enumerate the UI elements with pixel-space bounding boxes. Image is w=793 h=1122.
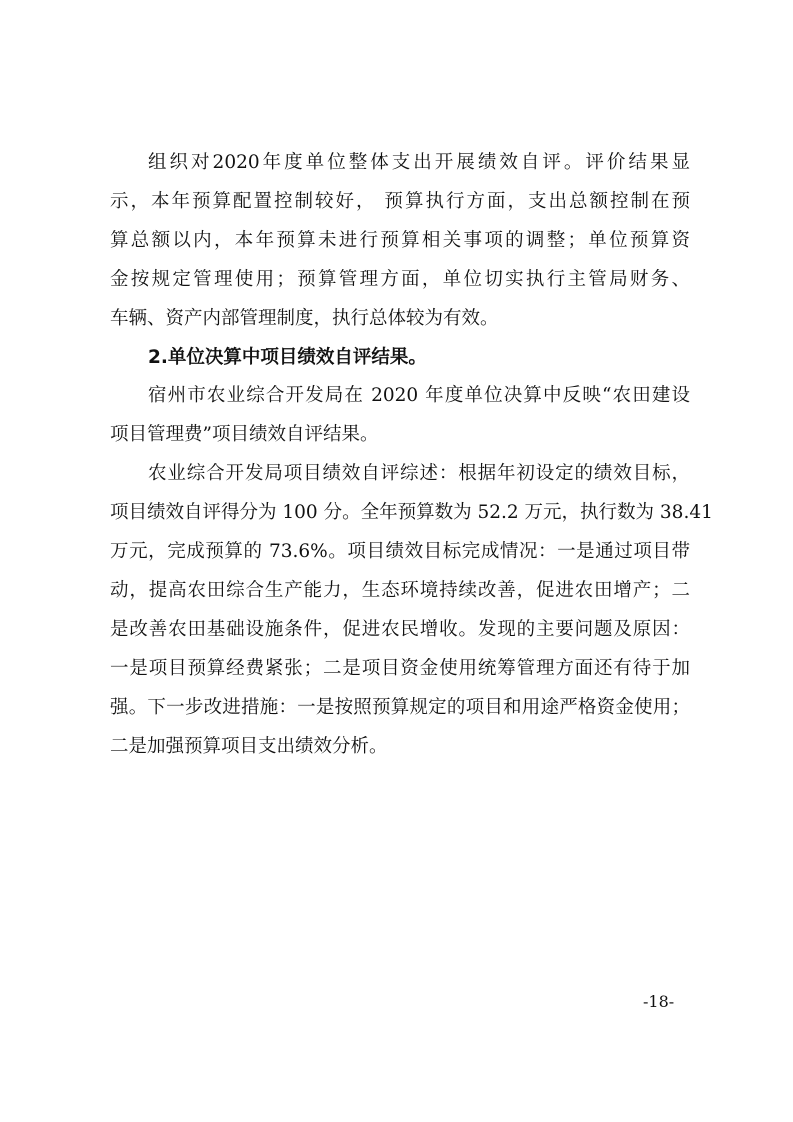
paragraph3-line-5: 是改善农田基础设施条件，促进农民增收。发现的主要问题及原因： — [110, 619, 690, 640]
paragraph3-line-8: 二是加强预算项目支出绩效分析。 — [110, 736, 388, 757]
paragraph1-line-5: 车辆、资产内部管理制度，执行总体较为有效。 — [110, 308, 499, 329]
paragraph2-line-2: 项目管理费”项目绩效自评结果。 — [110, 424, 379, 445]
paragraph1-line-4: 金按规定管理使用；预算管理方面，单位切实执行主管局财务、 — [110, 269, 690, 290]
paragraph1-line-2: 示，本年预算配置控制较好， 预算执行方面，支出总额控制在预 — [110, 191, 690, 212]
paragraph1-line-1: 组织对2020年度单位整体支出开展绩效自评。评价结果显 — [148, 152, 690, 173]
paragraph3-line-7: 强。下一步改进措施：一是按照预算规定的项目和用途严格资金使用； — [110, 697, 690, 718]
paragraph3-line-3: 万元，完成预算的 73.6%。项目绩效目标完成情况：一是通过项目带 — [110, 541, 690, 562]
paragraph3-line-1: 农业综合开发局项目绩效自评综述：根据年初设定的绩效目标， — [148, 463, 690, 484]
page-number: -18- — [643, 992, 675, 1011]
section-heading: 2.单位决算中项目绩效自评结果。 — [148, 347, 427, 368]
paragraph3-line-6: 一是项目预算经费紧张；二是项目资金使用统筹管理方面还有待于加 — [110, 658, 690, 679]
paragraph1-line-3: 算总额以内，本年预算未进行预算相关事项的调整；单位预算资 — [110, 230, 690, 251]
paragraph3-line-4: 动，提高农田综合生产能力，生态环境持续改善，促进农田增产；二 — [110, 580, 690, 601]
paragraph2-line-1: 宿州市农业综合开发局在 2020 年度单位决算中反映“农田建设 — [148, 385, 690, 406]
paragraph3-line-2: 项目绩效自评得分为 100 分。全年预算数为 52.2 万元，执行数为 38.41 — [110, 502, 713, 523]
